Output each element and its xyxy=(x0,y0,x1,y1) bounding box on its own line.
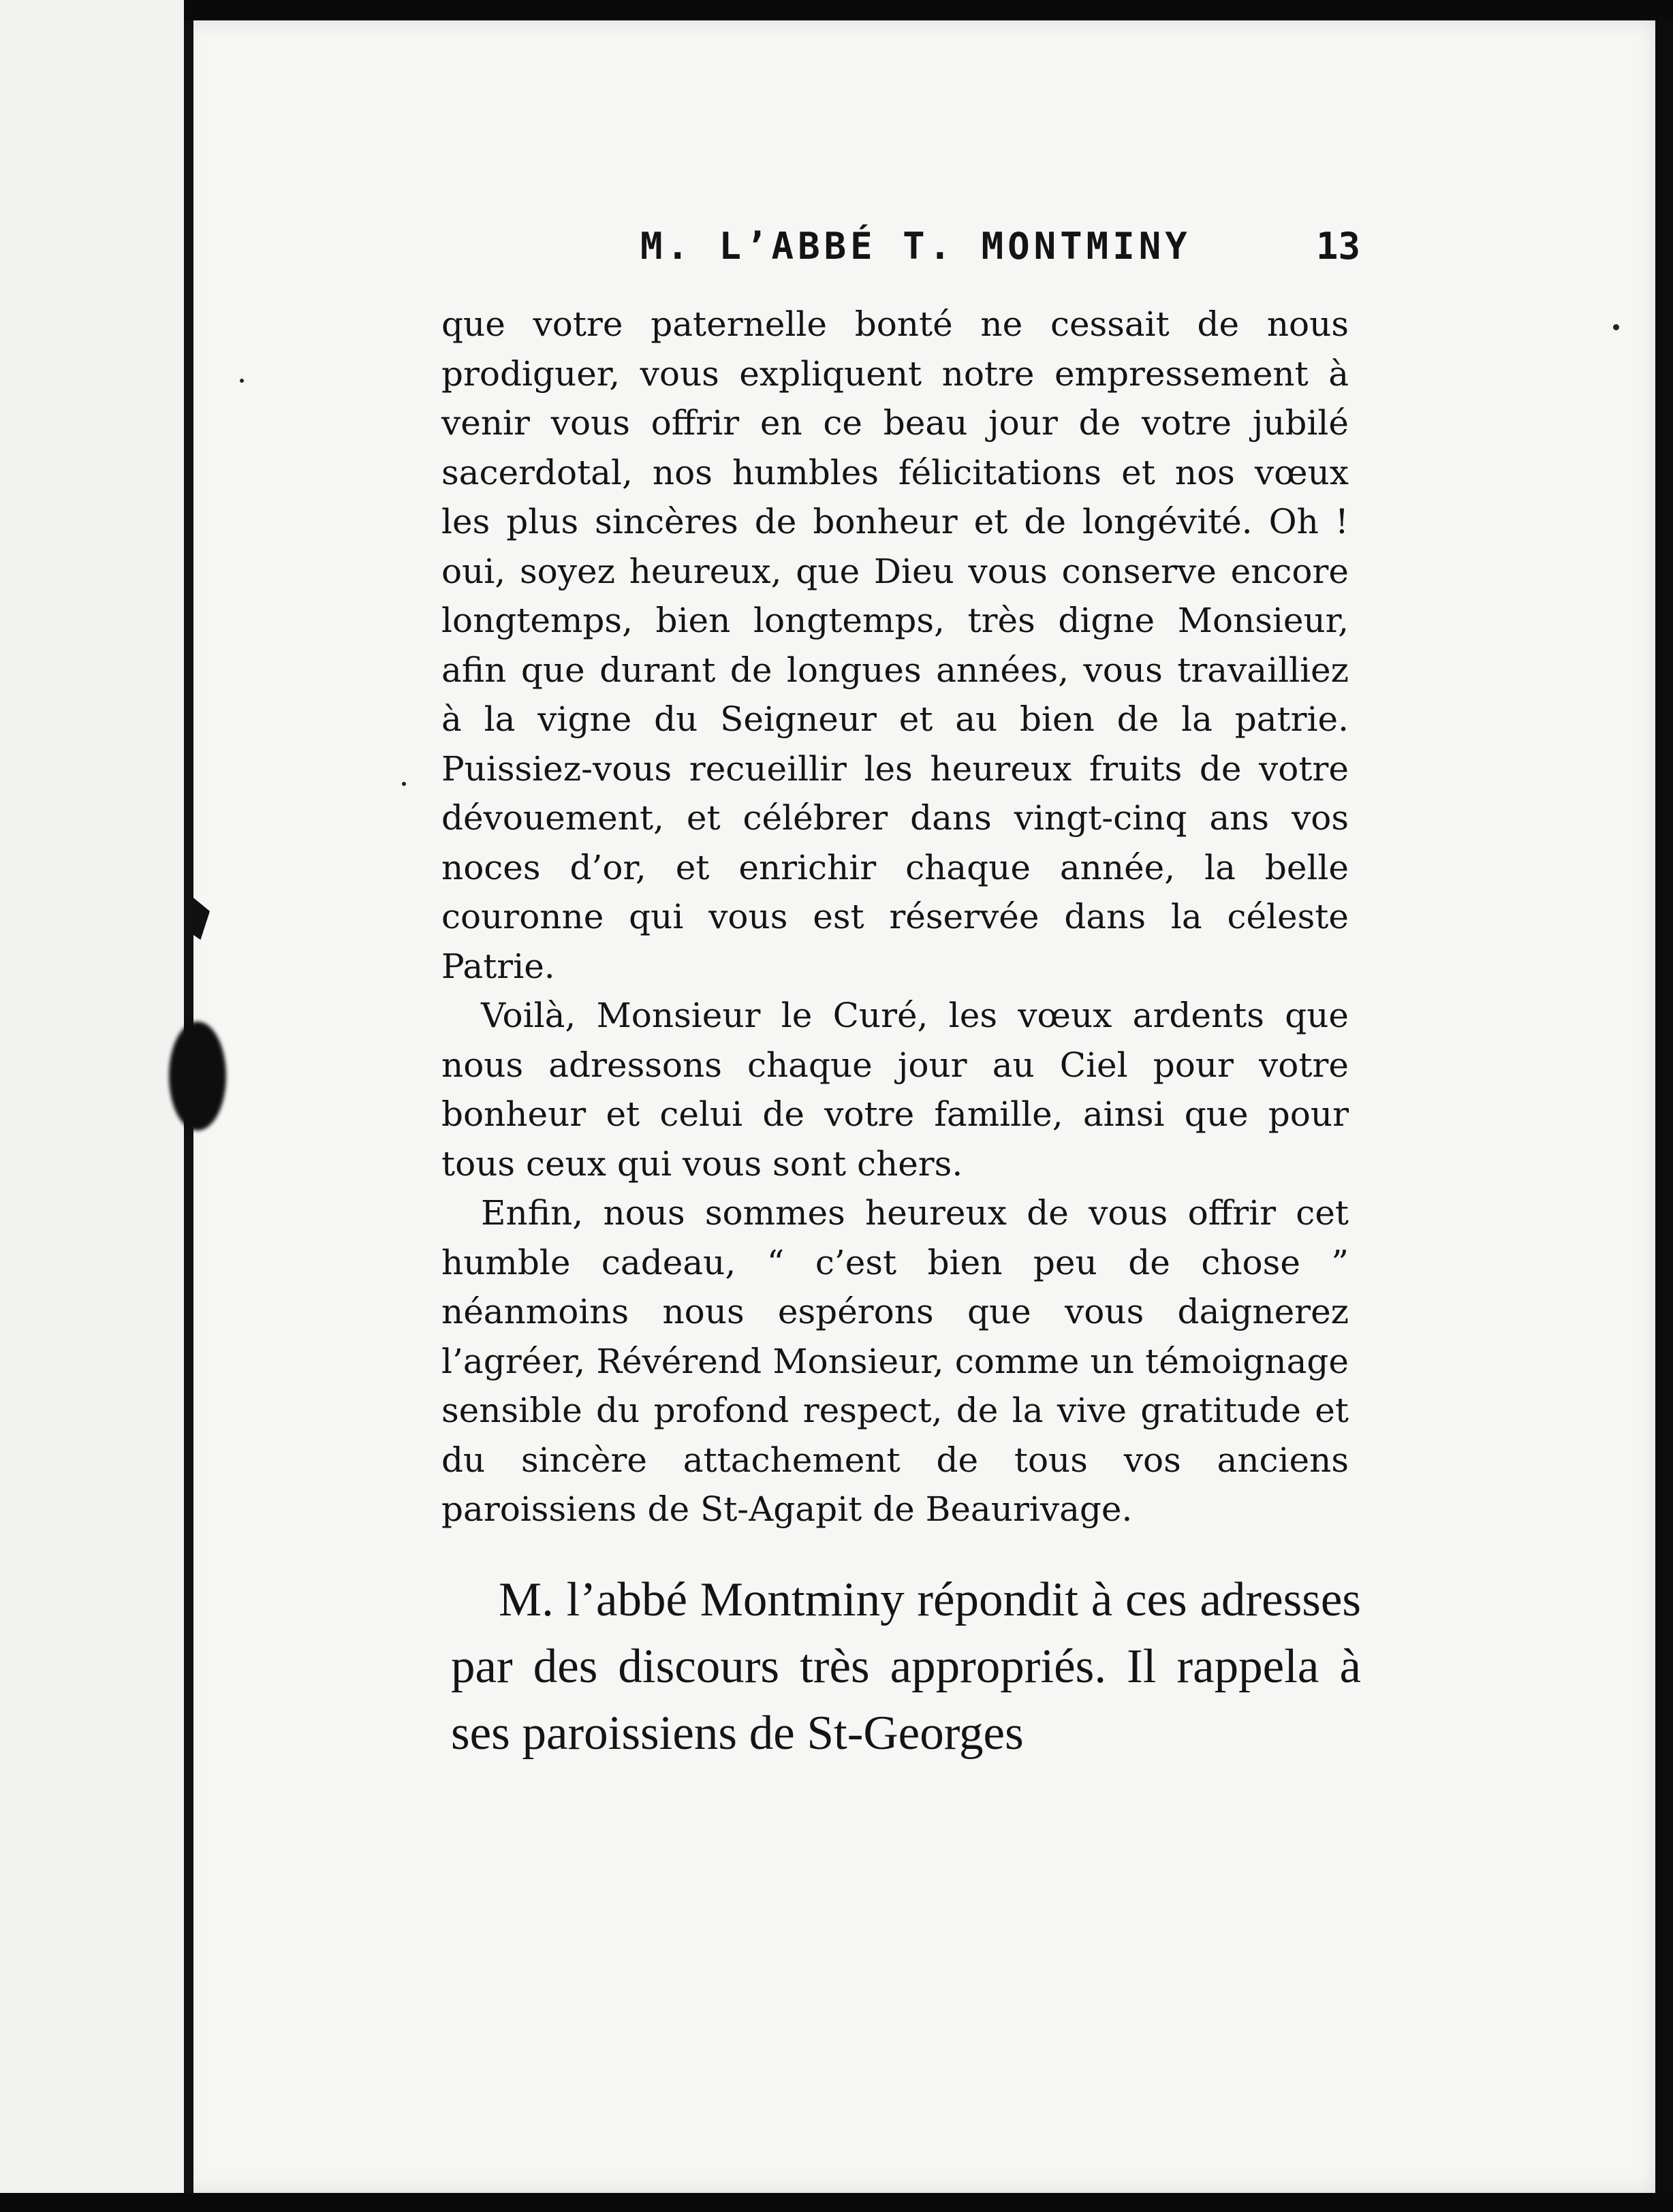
dust-speck xyxy=(240,379,244,383)
narrative-text xyxy=(451,1566,1361,1767)
paragraph: que votre paternelle bonté ne cessait de nous prodiguer, vous expliquent notre empressement à venir vous offrir en ce beau jour de votre jubilé sacerdotal, nos humbles félicitations et nos vœux les plus sincères de bonheur et de longévité. Oh ! oui, soyez heureux, que Dieu vous conserve encore longtemps, bien longtemps, très digne Monsieur, afin que durant de longues années, vous travailliez à la vigne du Seigneur et au bien de la patrie. Puissiez-vous recueillir les heureux fruits de votre dévouement, et célébrer dans vingt-cinq ans vos noces d’or, et enrichir chaque année, la belle couronne qui vous est réservée dans la céleste Patrie. xyxy=(441,304,1349,986)
scan-bottom-border xyxy=(0,2193,1673,2212)
scan-top-border xyxy=(0,0,1673,20)
running-head: M. L’ABBÉ T. MONTMINY xyxy=(640,225,1191,268)
ink-blot xyxy=(169,1022,226,1131)
closing-paragraph: M. l’abbé Montminy répondit à ces adresses par des discours très appropriés. Il rappela à ses paroissiens de St-Georges xyxy=(451,1573,1361,1760)
facing-page-margin xyxy=(0,0,184,2212)
dust-speck xyxy=(1613,324,1619,330)
paragraph: Enfin, nous sommes heureux de vous offrir cet humble cadeau, “ c’est bien peu de chose ” néanmoins nous espérons que vous daignerez l’agréer, Révérend Monsieur, comme un témoignage sensible du profond respect, de la vive gratitude et du sincère attachement de tous vos anciens paroissiens de St-Agapit de Beaurivage. xyxy=(441,1193,1349,1529)
page-number: 13 xyxy=(1316,225,1361,268)
dust-speck xyxy=(402,782,406,786)
paragraph: Voilà, Monsieur le Curé, les vœux ardents que nous adressons chaque jour au Ciel pour votre bonheur et celui de votre famille, ainsi que pour tous ceux qui vous sont chers. xyxy=(441,996,1349,1184)
main-text xyxy=(441,300,1349,1534)
